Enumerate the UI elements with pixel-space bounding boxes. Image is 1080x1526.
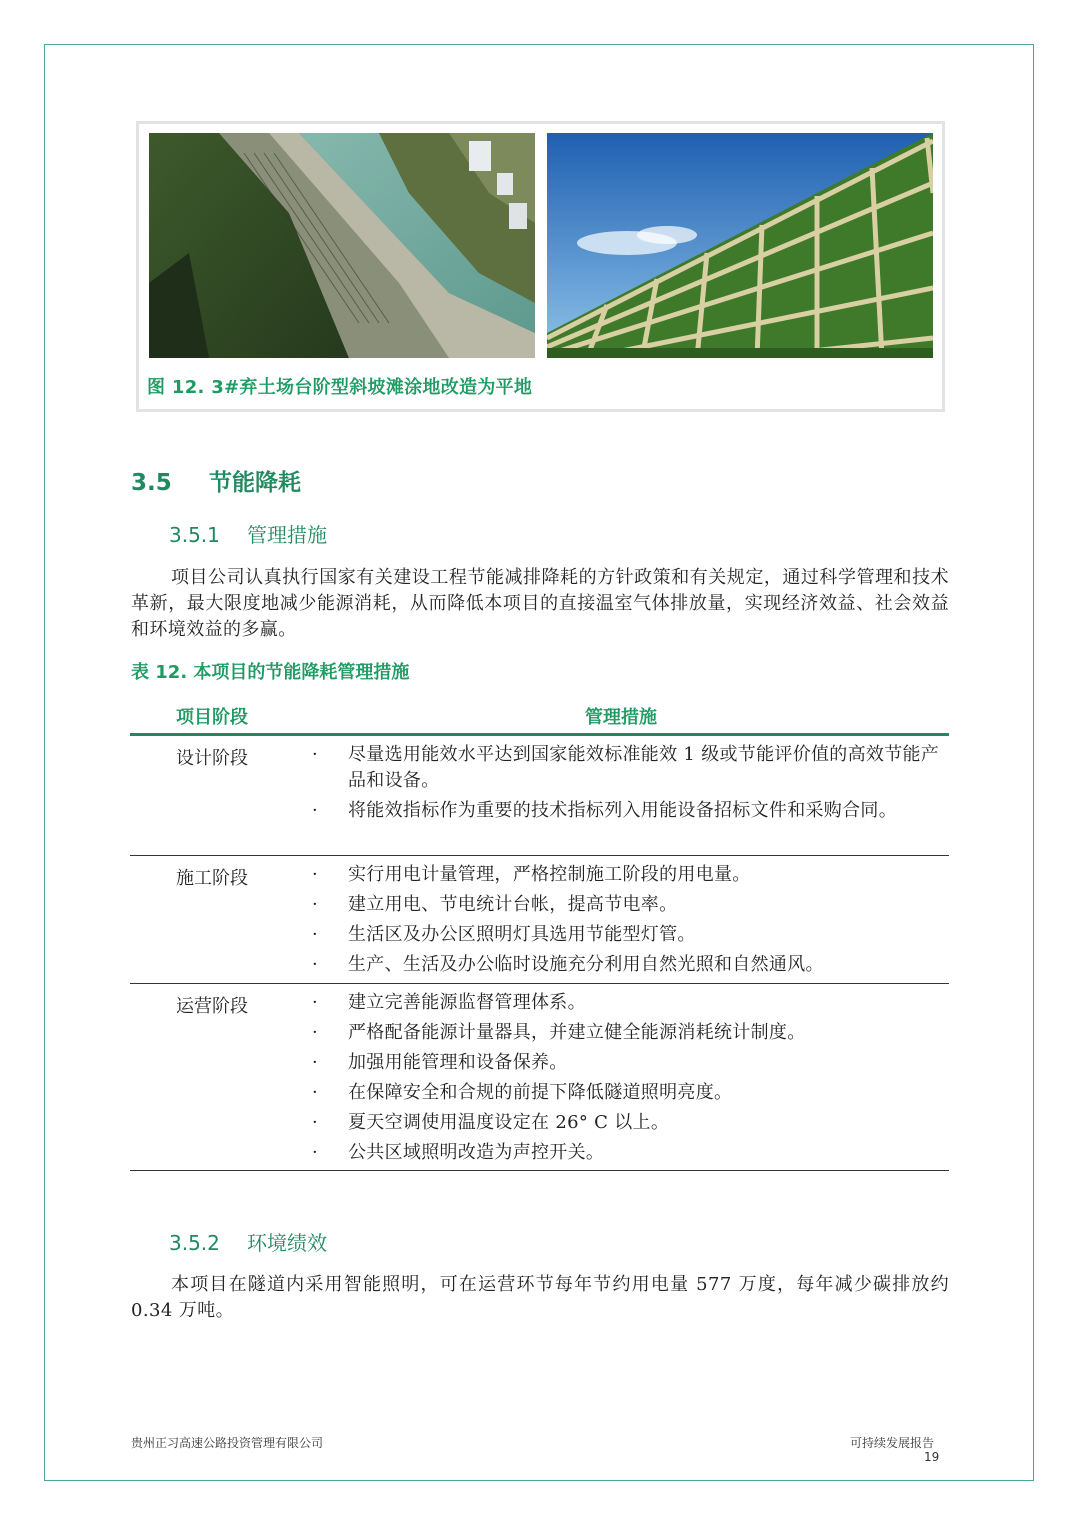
list-item: · 加强用能管理和设备保养。 xyxy=(308,1050,949,1076)
table-row xyxy=(130,984,949,1171)
management-paragraph: 项目公司认真执行国家有关建设工程节能减排降耗的方针政策和有关规定，通过科学管理和技术革新，最大限度地减少能源消耗，从而降低本项目的直接温室气体排放量，实现经济效益、社会效益和环境效益的多赢。 xyxy=(131,567,949,640)
measure-list xyxy=(308,856,949,984)
bullet: · xyxy=(311,800,319,821)
bullet: · xyxy=(311,864,319,885)
list-item: · 严格配备能源计量器具，并建立健全能源消耗统计制度。 xyxy=(308,1020,949,1046)
bullet: · xyxy=(311,992,319,1013)
measure-list xyxy=(308,736,949,830)
subsection-number: 3.5.1 xyxy=(169,523,220,547)
stage-cell: 设计阶段 xyxy=(176,748,248,769)
figure-caption: 图 12. 3#弃土场台阶型斜坡滩涂地改造为平地 xyxy=(147,377,533,398)
list-item: · 建立用电、节电统计台帐，提高节电率。 xyxy=(308,892,949,918)
bullet: · xyxy=(311,1112,319,1133)
figure xyxy=(136,121,945,412)
subsection-heading-2 xyxy=(169,1227,327,1256)
grid-slope-vegetation-photo xyxy=(547,133,933,358)
header-stage: 项目阶段 xyxy=(176,707,248,728)
aerial-river-slope-photo xyxy=(149,133,535,358)
list-item: · 在保障安全和合规的前提下降低隧道照明亮度。 xyxy=(308,1080,949,1106)
table-row xyxy=(130,736,949,856)
section-heading xyxy=(131,464,301,497)
section-title: 节能降耗 xyxy=(209,470,301,496)
footer-company: 贵州正习高速公路投资管理有限公司 xyxy=(131,1436,324,1450)
table-header xyxy=(130,695,949,736)
bullet: · xyxy=(311,954,319,975)
performance-paragraph: 本项目在隧道内采用智能照明，可在运营环节每年节约用电量 577 万度，每年减少碳排放约 0.34 万吨。 xyxy=(131,1274,949,1321)
subsection-number: 3.5.2 xyxy=(169,1231,220,1255)
subsection-title: 环境绩效 xyxy=(247,1231,327,1255)
list-item: · 生活区及办公区照明灯具选用节能型灯管。 xyxy=(308,922,949,948)
page-number: 19 xyxy=(924,1450,940,1464)
bullet: · xyxy=(311,1142,319,1163)
stage-cell: 施工阶段 xyxy=(176,868,248,889)
measures-table xyxy=(130,695,949,1171)
list-item: · 实行用电计量管理，严格控制施工阶段的用电量。 xyxy=(308,862,949,888)
bullet: · xyxy=(311,1082,319,1103)
subsection-heading-1 xyxy=(169,519,327,548)
bullet: · xyxy=(311,894,319,915)
stage-cell: 运营阶段 xyxy=(176,996,248,1017)
list-item: · 建立完善能源监督管理体系。 xyxy=(308,990,949,1016)
subsection-title: 管理措施 xyxy=(247,523,327,547)
bullet: · xyxy=(311,744,319,765)
list-item: · 公共区域照明改造为声控开关。 xyxy=(308,1140,949,1166)
list-item: · 生产、生活及办公临时设施充分利用自然光照和自然通风。 xyxy=(308,952,949,978)
bullet: · xyxy=(311,924,319,945)
table-row xyxy=(130,856,949,984)
measure-list xyxy=(308,984,949,1172)
list-item: · 将能效指标作为重要的技术指标列入用能设备招标文件和采购合同。 xyxy=(308,798,949,824)
list-item: · 夏天空调使用温度设定在 26° C 以上。 xyxy=(308,1110,949,1136)
footer-report-title: 可持续发展报告 xyxy=(850,1436,935,1450)
bullet: · xyxy=(311,1052,319,1073)
table-title: 表 12. 本项目的节能降耗管理措施 xyxy=(131,662,410,683)
header-measure: 管理措施 xyxy=(585,707,657,728)
section-number: 3.5 xyxy=(131,470,172,496)
list-item: · 尽量选用能效水平达到国家能效标准能效 1 级或节能评价值的高效节能产品和设备。 xyxy=(308,742,949,794)
bullet: · xyxy=(311,1022,319,1043)
